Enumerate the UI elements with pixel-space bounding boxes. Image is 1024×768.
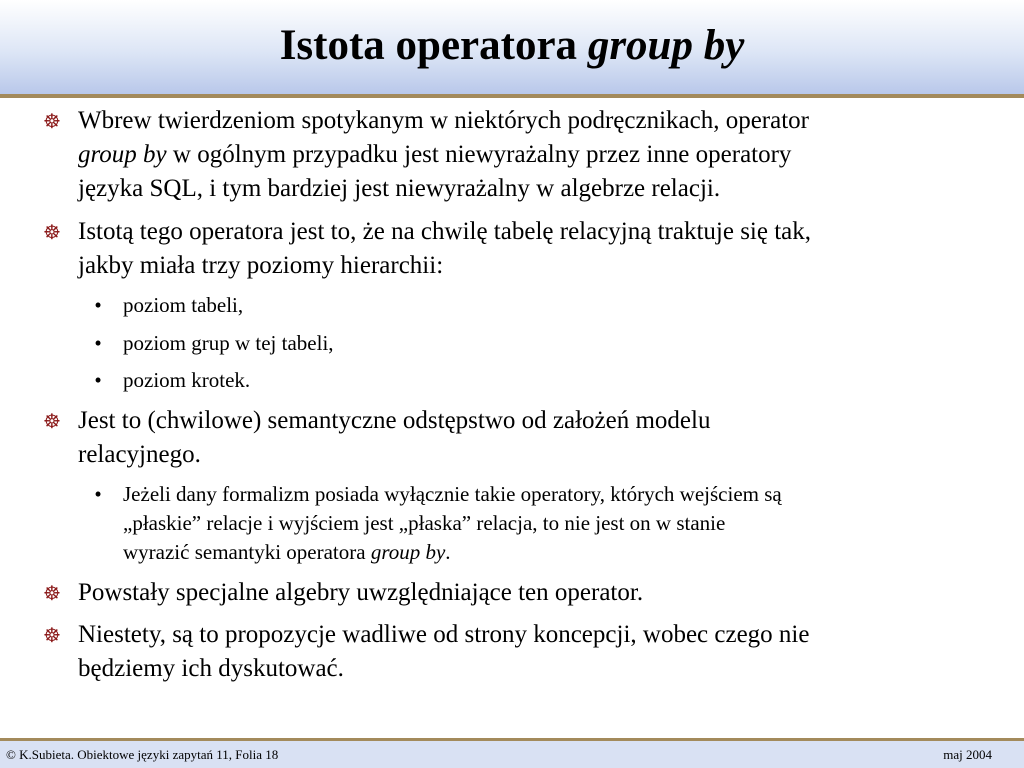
footer-date: maj 2004 — [943, 747, 992, 762]
bullet-line-rest: w ogólnym przypadku jest niewyrażalny przez inne operatory — [166, 141, 792, 168]
sub-bullet-line-end: . — [445, 540, 451, 564]
wheel-ornament-icon: ☸ — [43, 409, 61, 433]
italic-term: group by — [370, 540, 446, 564]
sub-bullet-line — [123, 538, 1018, 567]
wheel-ornament-icon: ☸ — [43, 581, 61, 605]
sub-bullet-text: poziom krotek. — [123, 368, 251, 392]
bullet-line: jakby miała trzy poziomy hierarchii: — [78, 252, 444, 279]
sub-bullet-line: „płaskie” relacje i wyjściem jest „płaska” relacja, to nie jest on w stanie — [123, 511, 726, 535]
slide-title-italic: group by — [587, 22, 745, 69]
sub-bullet-text: poziom tabeli, — [123, 293, 244, 317]
wheel-ornament-icon: ☸ — [43, 623, 61, 647]
bullet-line: Jest to (chwilowe) semantyczne odstępstwo od założeń modelu — [78, 407, 711, 434]
bullet-line — [78, 138, 1012, 172]
sub-bullet-line: Jeżeli dany formalizm posiada wyłącznie takie operatory, których wejściem są — [123, 482, 782, 506]
bullet-text — [78, 618, 1012, 686]
sub-bullet-text — [123, 480, 1018, 567]
slide-title — [0, 18, 1024, 74]
bullet-line: Niestety, są to propozycje wadliwe od strony koncepcji, wobec czego nie — [78, 621, 810, 648]
title-divider — [0, 94, 1024, 98]
dot-bullet-icon: • — [94, 368, 102, 392]
dot-bullet-icon: • — [94, 331, 102, 355]
dot-bullet-icon: • — [94, 482, 102, 506]
sub-bullet-line-start: wyrazić semantyki operatora — [123, 540, 371, 564]
bullet-text — [78, 215, 1012, 283]
wheel-ornament-icon: ☸ — [43, 109, 61, 133]
bullet-line: języka SQL, i tym bardziej jest niewyrażalny w algebrze relacji. — [78, 175, 721, 202]
bullet-text — [78, 576, 1012, 610]
bullet-line: Istotą tego operatora jest to, że na chwilę tabelę relacyjną traktuje się tak, — [78, 218, 812, 245]
italic-term: group by — [78, 141, 167, 168]
wheel-ornament-icon: ☸ — [43, 220, 61, 244]
footer-copyright: © K.Subieta. Obiektowe języki zapytań 11, Folia 18 — [6, 747, 279, 762]
bullet-line: Powstały specjalne algebry uwzględniające ten operator. — [78, 579, 644, 606]
dot-bullet-icon: • — [94, 293, 102, 317]
bullet-text — [78, 404, 1012, 472]
slide-footer — [0, 741, 1024, 768]
bullet-line: relacyjnego. — [78, 441, 201, 468]
bullet-line: będziemy ich dyskutować. — [78, 655, 344, 682]
bullet-line: Wbrew twierdzeniom spotykanym w niektórych podręcznikach, operator — [78, 107, 809, 134]
bullet-text — [78, 104, 1012, 206]
sub-bullet-text: poziom grup w tej tabeli, — [123, 331, 334, 355]
slide-title-text: Istota operatora — [279, 22, 588, 69]
